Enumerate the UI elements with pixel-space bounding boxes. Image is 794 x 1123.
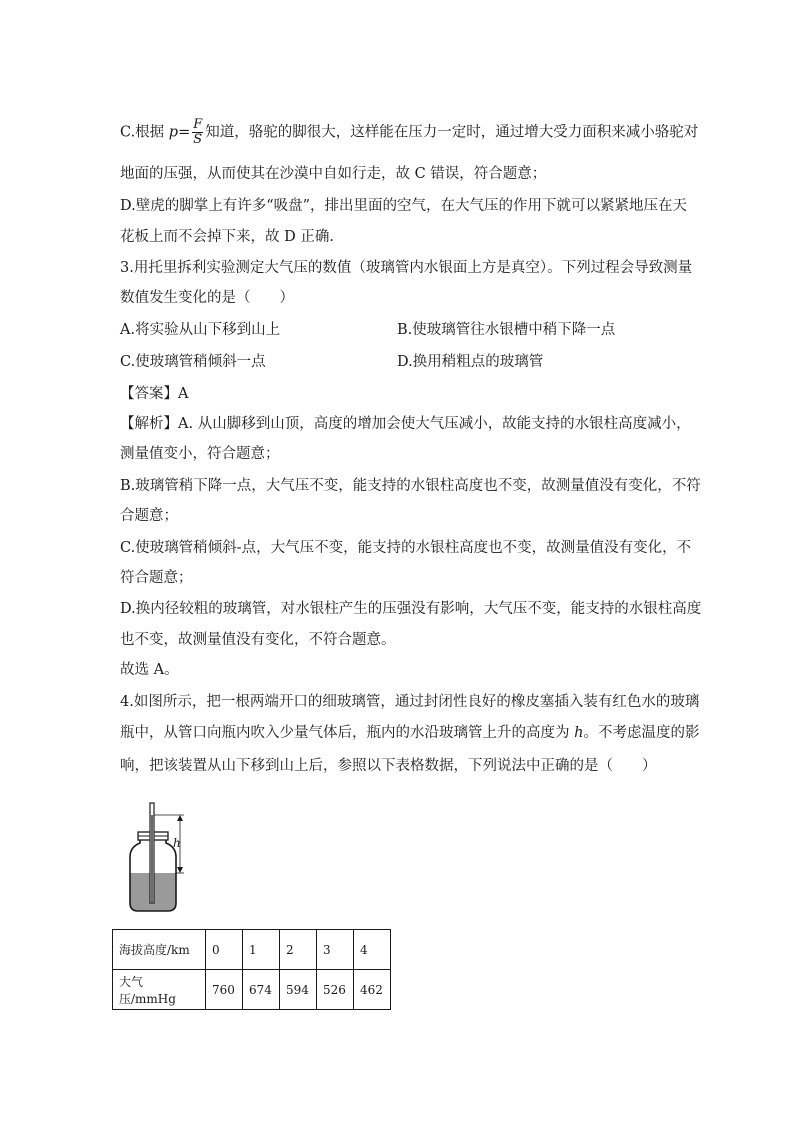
q3-analysis-line1: 【解析】A. 从山脚移到山顶，高度的增加会使大气压减小，故能支持的水银柱高度减小， xyxy=(120,416,691,432)
q3-analysis-line9: 故选 A。 xyxy=(120,662,179,678)
option-d-prev-line2: 花板上而不会掉下来，故 D 正确. xyxy=(120,229,334,245)
formula-fraction xyxy=(192,118,203,147)
option-c-prev-pre: C.根据 xyxy=(120,124,169,141)
option-c-prev-post: 知道，骆驼的脚很大，这样能在压力一定时，通过增大受力面积来减小骆驼对 xyxy=(205,124,699,141)
q4-stem-line2 xyxy=(120,723,699,743)
q3-analysis-line6: 符合题意； xyxy=(120,570,193,586)
formula-numerator: F xyxy=(193,117,203,132)
q3-option-d: D.换用稍粗点的玻璃管 xyxy=(397,354,544,370)
table-cell: 760 xyxy=(206,970,243,1010)
q3-option-c: C.使玻璃管稍倾斜一点 xyxy=(120,354,266,370)
q3-option-b: B.使玻璃管往水银槽中稍下降一点 xyxy=(397,322,616,338)
q3-stem-line2: 数值发生变化的是（ ） xyxy=(120,290,294,306)
q3-analysis-line8: 也不变，故测量值没有变化，不符合题意。 xyxy=(120,632,396,648)
q4-stem-line2-pre: 瓶中，从管口向瓶内吹入少量气体后，瓶内的水沿玻璃管上升的高度为 xyxy=(120,725,575,741)
row-header-pressure: 大气压/mmHg xyxy=(113,970,206,1010)
table-cell: 1 xyxy=(243,930,280,970)
q3-analysis-line3: B.玻璃管稍下降一点，大气压不变，能支持的水银柱高度也不变，故测量值没有变化，不符 xyxy=(120,478,701,494)
q4-stem-variable-h: h xyxy=(574,725,584,741)
table-cell: 526 xyxy=(317,970,354,1010)
formula-denominator: S xyxy=(193,132,203,147)
q4-stem-line3: 响，把该装置从山下移到山上后，参照以下表格数据，下列说法中正确的是（ ） xyxy=(120,758,657,774)
q3-analysis-line2: 测量值变小，符合题意； xyxy=(120,446,280,462)
q3-stem-line1: 3.用托里拆利实验测定大气压的数值（玻璃管内水银面上方是真空）。下列过程会导致测量 xyxy=(120,260,693,276)
table-cell: 4 xyxy=(354,930,391,970)
height-label: h xyxy=(173,836,181,850)
row-header-altitude: 海拔高度/km xyxy=(113,930,206,970)
tube-water-column xyxy=(151,815,153,903)
bottle-diagram xyxy=(118,795,218,917)
option-d-prev-line1: D.壁虎的脚掌上有许多“吸盘”，排出里面的空气，在大气压的作用下就可以紧紧地压在天 xyxy=(120,198,688,214)
table-cell: 0 xyxy=(206,930,243,970)
table-cell: 674 xyxy=(243,970,280,1010)
bottle-figure xyxy=(118,795,218,917)
q4-stem-line2-post: 。不考虑温度的影 xyxy=(583,725,700,741)
altitude-pressure-table xyxy=(112,929,391,1010)
option-c-prev-line2: 地面的压强，从而使其在沙漠中自如行走，故 C 错误，符合题意； xyxy=(120,166,547,182)
formula-lhs: p= xyxy=(168,124,191,141)
q3-option-a: A.将实验从山下移到山上 xyxy=(120,322,281,338)
table-row xyxy=(113,930,391,970)
table-cell: 594 xyxy=(280,970,317,1010)
q3-analysis-line7: D.换内径较粗的玻璃管，对水银柱产生的压强没有影响，大气压不变，能支持的水银柱高度 xyxy=(120,601,702,617)
option-c-prev-line1 xyxy=(120,118,698,147)
table-cell: 462 xyxy=(354,970,391,1010)
table-cell: 3 xyxy=(317,930,354,970)
table-cell: 2 xyxy=(280,930,317,970)
q3-answer: 【答案】A xyxy=(120,386,189,402)
table-row xyxy=(113,970,391,1010)
q4-stem-line1: 4.如图所示，把一根两端开口的细玻璃管，通过封闭性良好的橡皮塞插入装有红色水的玻璃 xyxy=(120,694,700,710)
q3-analysis-line5: C.使玻璃管稍倾斜-点，大气压不变，能支持的水银柱高度也不变，故测量值没有变化，不 xyxy=(120,540,692,556)
q3-analysis-line4: 合题意； xyxy=(120,508,178,524)
